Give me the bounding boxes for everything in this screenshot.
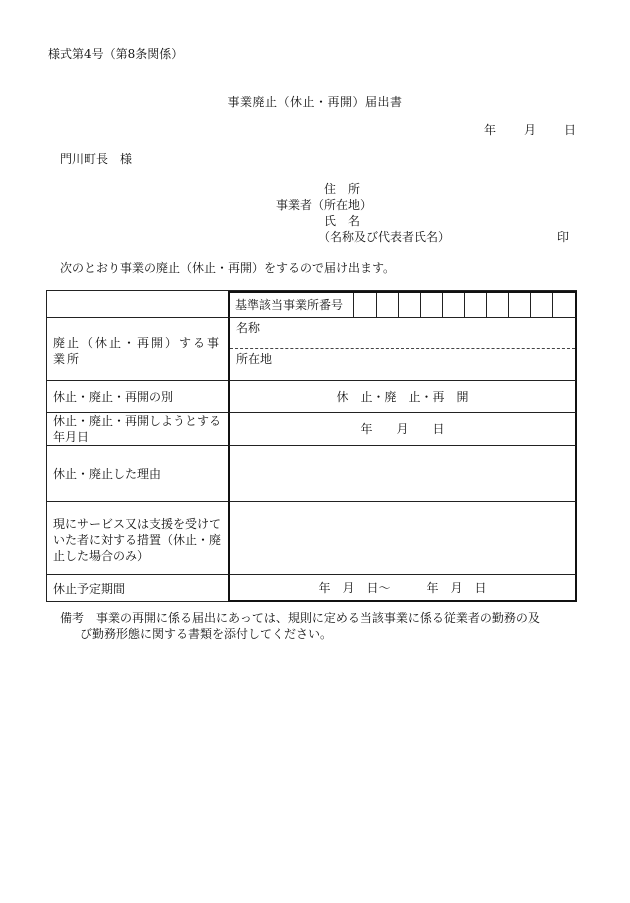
- measures-label: 現にサービス又は支援を受けていた者に対する措置（休止・廃止した場合のみ）: [53, 517, 222, 563]
- digit-box[interactable]: [377, 293, 399, 317]
- footnote-line-1: 備考 事業の再開に係る届出にあっては、規則に定める当該事業に係る従業者の勤務の及: [60, 611, 540, 625]
- office-label: 廃止（休止・再開）する事業所: [53, 336, 222, 366]
- period-value: 年 月 日～ 年 月 日: [318, 581, 487, 595]
- date-label: 休止・廃止・再開しようとする年月日: [53, 414, 222, 444]
- date-day: 日: [564, 123, 577, 137]
- digit-box[interactable]: [443, 293, 465, 317]
- applicant-address-label: 住 所: [324, 182, 361, 196]
- office-number-label: 基準該当事業所番号: [230, 293, 354, 317]
- document-title: 事業廃止（休止・再開）届出書: [227, 95, 403, 109]
- period-label: 休止予定期間: [53, 582, 126, 596]
- date-year: 年: [484, 123, 497, 137]
- reason-label: 休止・廃止した理由: [53, 467, 162, 481]
- reason-label-cell: [47, 446, 229, 502]
- office-number-row: [228, 291, 577, 318]
- digit-box[interactable]: [553, 293, 575, 317]
- seal-mark: 印: [557, 230, 570, 244]
- type-value-cell[interactable]: [228, 381, 577, 413]
- digit-box[interactable]: [421, 293, 443, 317]
- applicant-name-label: 氏 名: [324, 214, 361, 228]
- digit-box[interactable]: [465, 293, 487, 317]
- office-label-cell: [47, 318, 229, 381]
- date-month: 月: [524, 123, 537, 137]
- digit-box[interactable]: [531, 293, 553, 317]
- measures-value-cell[interactable]: [228, 502, 577, 575]
- digit-box[interactable]: [399, 293, 421, 317]
- addressee: 門川町長 様: [60, 152, 133, 166]
- submission-date: [484, 124, 576, 136]
- type-label-cell: [47, 381, 229, 413]
- dashed-divider: [230, 348, 575, 349]
- office-value-cell: [228, 318, 577, 381]
- intro-text: 次のとおり事業の廃止（休止・再開）をするので届け出ます。: [60, 261, 396, 275]
- office-name-label: 名称: [236, 321, 261, 335]
- digit-box[interactable]: [487, 293, 509, 317]
- type-value: 休 止・廃 止・再 開: [336, 390, 469, 404]
- office-address-label: 所在地: [236, 352, 273, 366]
- digit-box[interactable]: [354, 293, 377, 317]
- date-label-cell: [47, 413, 229, 446]
- date-value-cell[interactable]: [228, 413, 577, 446]
- footnote-line-2: び勤務形態に関する書類を添付してください。: [80, 627, 333, 641]
- form-number: 様式第4号（第8条関係）: [48, 47, 184, 61]
- reason-value-cell[interactable]: [228, 446, 577, 502]
- period-value-cell[interactable]: [228, 575, 577, 602]
- form-table: [46, 290, 577, 602]
- applicant-name-note: （名称及び代表者氏名）: [318, 230, 451, 244]
- applicant-entity-label: 事業者（所在地）: [276, 198, 373, 212]
- type-label: 休止・廃止・再開の別: [53, 390, 174, 404]
- footnote: [60, 610, 540, 642]
- digit-box[interactable]: [509, 293, 531, 317]
- period-label-cell: [47, 575, 229, 602]
- date-value: 年 月 日: [360, 422, 445, 436]
- measures-label-cell: [47, 502, 229, 575]
- blank-corner-cell: [47, 291, 229, 318]
